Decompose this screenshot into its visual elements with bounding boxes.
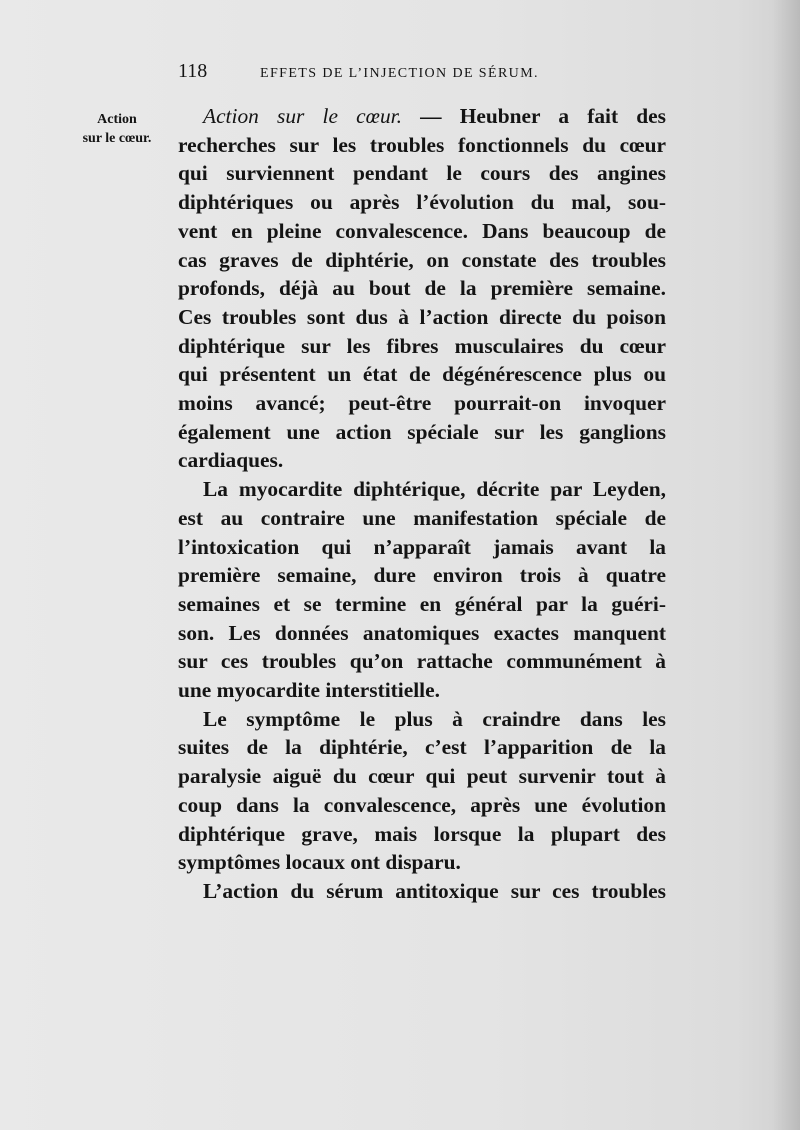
text-line: semaines et se termine en général par la guéri- xyxy=(178,591,666,616)
text-line: paralysie aiguë du cœur qui peut survenir tout à xyxy=(178,764,666,789)
text-line: coup dans la convalescence, après une évolution xyxy=(178,792,666,817)
text-line: suites de la diphtérie, c’est l’apparition de la xyxy=(178,735,666,760)
text-line: également une action spéciale sur les ganglions xyxy=(178,419,666,444)
margin-note-line-1: Action xyxy=(97,112,137,127)
text-line: cardiaques. xyxy=(178,448,284,473)
text-line: vent en pleine convalescence. Dans beaucoup de xyxy=(178,218,666,243)
text-line: La myocardite diphtérique, décrite par Leyden, xyxy=(203,477,666,502)
text-line: profonds, déjà au bout de la première semaine. xyxy=(178,276,666,301)
text-line: qui présentent un état de dégénérescence plus ou xyxy=(178,362,666,387)
text-line: l’intoxication qui n’apparaît jamais avant la xyxy=(178,534,666,559)
text-line: moins avancé; peut-être pourrait-on invoquer xyxy=(178,391,666,416)
running-head xyxy=(178,60,608,88)
paragraph-1 xyxy=(178,102,666,475)
text-line: son. Les données anatomiques exactes manquent xyxy=(178,620,666,645)
text-line: une myocardite interstitielle. xyxy=(178,678,440,703)
paragraph-3 xyxy=(178,705,666,877)
text-line: Ces troubles sont dus à l’action directe du poison xyxy=(178,304,666,329)
page-number: 118 xyxy=(178,60,208,82)
text-line: diphtérique sur les fibres musculaires du cœur xyxy=(178,333,666,358)
text-line xyxy=(178,102,666,131)
margin-note xyxy=(62,110,172,148)
text-line-rest: — Heubner a fait des xyxy=(401,104,666,128)
text-line: L’action du sérum antitoxique sur ces troubles xyxy=(203,878,666,903)
text-line: est au contraire une manifestation spéciale de xyxy=(178,505,666,530)
text-line: diphtérique grave, mais lorsque la plupart des xyxy=(178,821,666,846)
section-title: Action sur le cœur. xyxy=(203,104,402,128)
body-text xyxy=(178,102,666,906)
margin-note-line-2: sur le cœur. xyxy=(82,131,152,146)
text-line: qui surviennent pendant le cours des angines xyxy=(178,161,666,186)
text-line: Le symptôme le plus à craindre dans les xyxy=(203,706,666,731)
page-edge-shadow xyxy=(772,0,800,1130)
running-title: EFFETS DE L’INJECTION DE SÉRUM. xyxy=(260,66,539,81)
text-line: première semaine, dure environ trois à quatre xyxy=(178,563,666,588)
paragraph-2 xyxy=(178,475,666,705)
text-line: cas graves de diphtérie, on constate des troubles xyxy=(178,247,666,272)
text-line: diphtériques ou après l’évolution du mal, sou- xyxy=(178,190,666,215)
text-line: recherches sur les troubles fonctionnels du cœur xyxy=(178,132,666,157)
text-line: sur ces troubles qu’on rattache communément à xyxy=(178,649,666,674)
text-line: symptômes locaux ont disparu. xyxy=(178,850,461,875)
paragraph-4 xyxy=(178,877,666,906)
